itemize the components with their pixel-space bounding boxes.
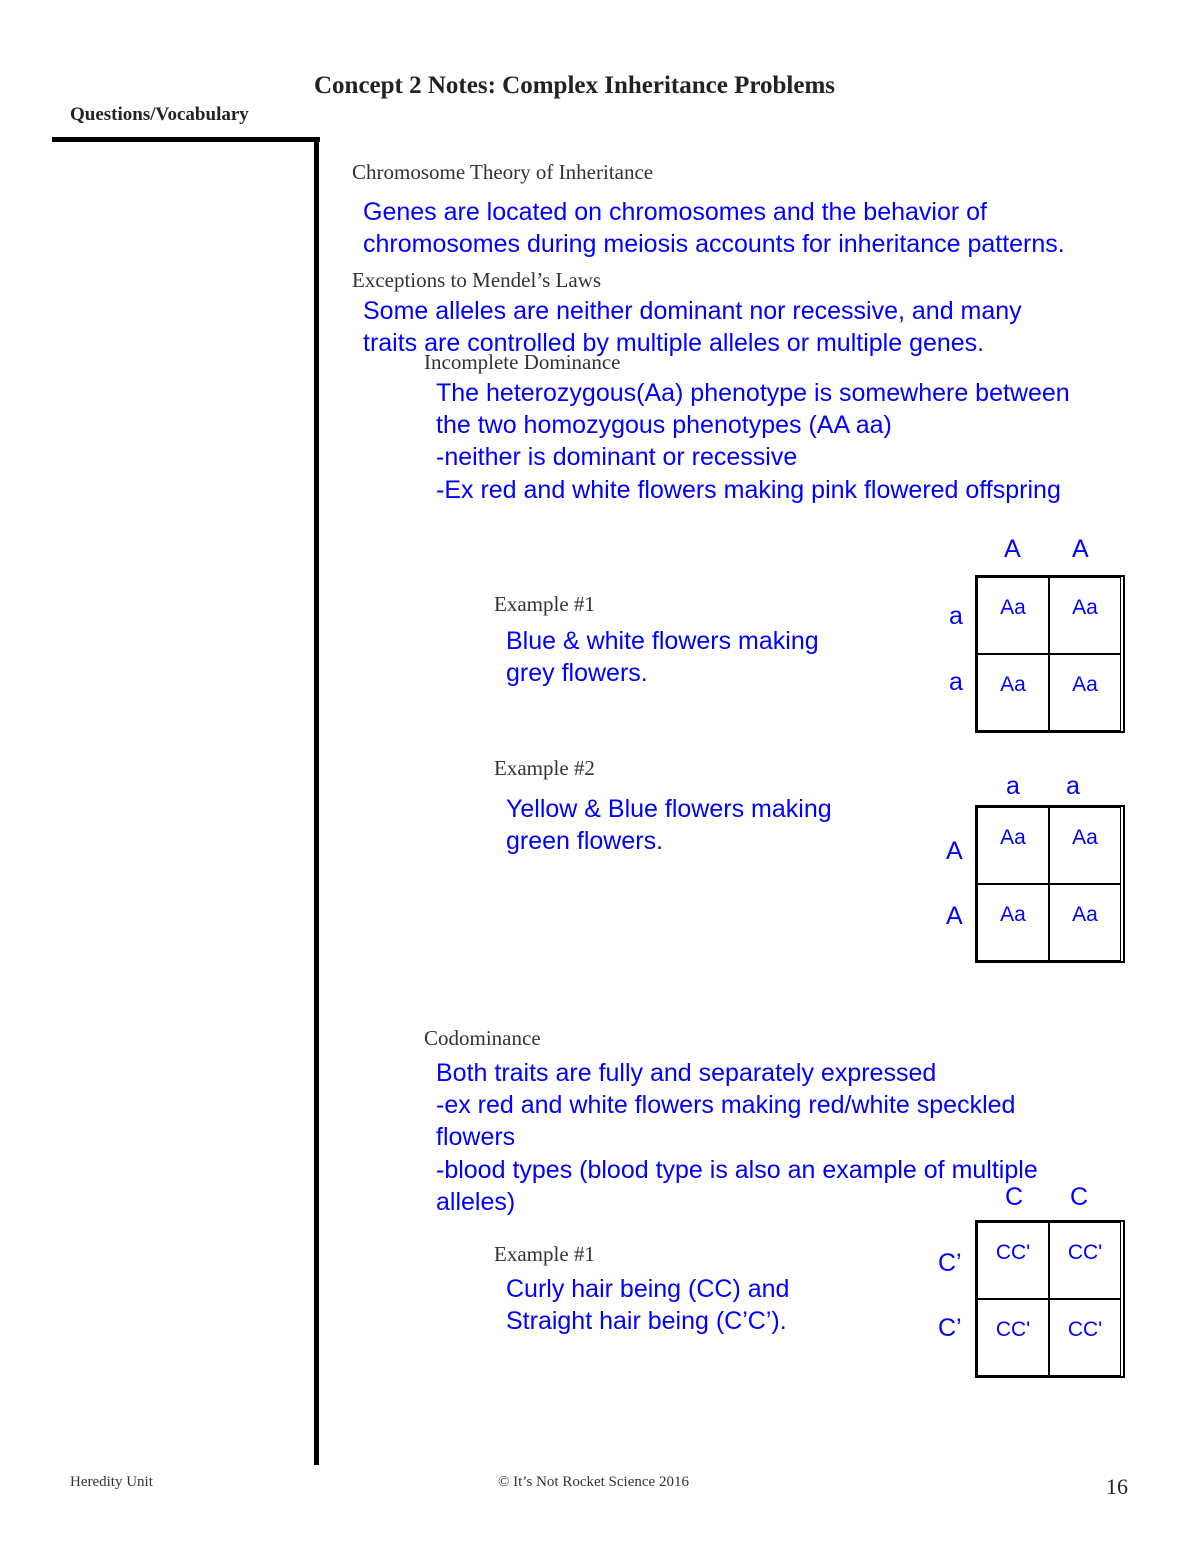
heading-chromosome-theory: Chromosome Theory of Inheritance [352, 160, 654, 184]
note-line: grey flowers. [506, 659, 648, 687]
note-line: The heterozygous(Aa) phenotype is somewhere between [436, 379, 1070, 407]
punnett-side-allele: A [946, 837, 963, 865]
punnett-square [975, 575, 1125, 733]
punnett-top-allele: A [1072, 535, 1089, 563]
page-number: 16 [1106, 1474, 1128, 1499]
punnett-top-allele: a [1066, 772, 1080, 800]
note-line: flowers [436, 1123, 516, 1151]
note-line: Both traits are fully and separately expressed [436, 1059, 937, 1087]
note-line: -neither is dominant or recessive [436, 443, 798, 471]
punnett-top-allele: A [1004, 535, 1021, 563]
page-title: Concept 2 Notes: Complex Inheritance Problems [314, 72, 835, 99]
left-column-label: Questions/Vocabulary [70, 104, 249, 125]
note-line: traits are controlled by multiple alleles or multiple genes. [363, 329, 985, 357]
note-line: -Ex red and white flowers making pink flowered offspring [436, 476, 1061, 504]
punnett-cell: Aa [977, 577, 1049, 654]
example-label: Example #1 [494, 1242, 595, 1266]
note-line: Yellow & Blue flowers making [506, 795, 832, 823]
punnett-cell: Aa [977, 884, 1049, 961]
note-line: chromosomes during meiosis accounts for inheritance patterns. [363, 230, 1065, 258]
punnett-side-allele: a [949, 602, 963, 630]
note-line: Genes are located on chromosomes and the behavior of [363, 198, 987, 226]
note-line: alleles) [436, 1188, 516, 1216]
punnett-cell: CC' [1049, 1299, 1121, 1376]
punnett-cell: CC' [977, 1299, 1049, 1376]
heading-codominance: Codominance [424, 1026, 541, 1050]
note-line: the two homozygous phenotypes (AA aa) [436, 411, 892, 439]
footer-unit: Heredity Unit [70, 1474, 153, 1490]
punnett-side-allele: C’ [938, 1249, 962, 1277]
example-label: Example #2 [494, 756, 595, 780]
punnett-cell: Aa [1049, 654, 1121, 731]
note-line: Curly hair being (CC) and [506, 1275, 790, 1303]
note-line: green flowers. [506, 827, 664, 855]
punnett-top-allele: C [1070, 1183, 1089, 1211]
example-label: Example #1 [494, 592, 595, 616]
punnett-cell: Aa [1049, 807, 1121, 884]
punnett-side-allele: A [946, 902, 963, 930]
note-line: Some alleles are neither dominant nor recessive, and many [363, 297, 1022, 325]
punnett-side-allele: C’ [938, 1314, 962, 1342]
punnett-cell: CC' [1049, 1222, 1121, 1299]
column-divider-vertical [314, 137, 319, 1465]
note-line: -blood types (blood type is also an example of multiple [436, 1156, 1038, 1184]
punnett-cell: Aa [1049, 884, 1121, 961]
punnett-top-allele: a [1006, 772, 1020, 800]
punnett-cell: CC' [977, 1222, 1049, 1299]
heading-exceptions: Exceptions to Mendel’s Laws [352, 268, 602, 292]
note-line: Straight hair being (C’C’). [506, 1307, 787, 1335]
punnett-square [975, 1220, 1125, 1378]
column-divider-horizontal [52, 137, 320, 142]
punnett-cell: Aa [977, 807, 1049, 884]
note-line: -ex red and white flowers making red/white speckled [436, 1091, 1016, 1119]
note-line: Blue & white flowers making [506, 627, 819, 655]
punnett-cell: Aa [1049, 577, 1121, 654]
punnett-cell: Aa [977, 654, 1049, 731]
punnett-top-allele: C [1005, 1183, 1024, 1211]
punnett-square [975, 805, 1125, 963]
punnett-side-allele: a [949, 668, 963, 696]
footer-copyright: © It’s Not Rocket Science 2016 [498, 1474, 689, 1490]
heading-incomplete-dominance: Incomplete Dominance [424, 350, 621, 374]
